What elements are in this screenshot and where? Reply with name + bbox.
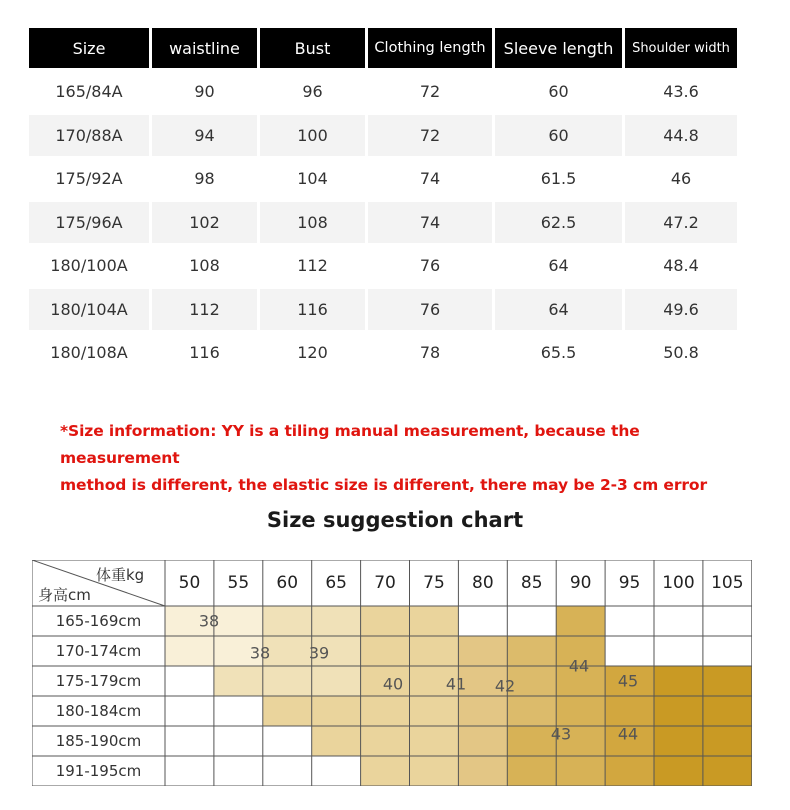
size-note-line-1: *Size information: YY is a tiling manual measurement, because the measurement <box>60 422 640 467</box>
zone-cell-40 <box>410 756 459 786</box>
table-row <box>29 202 740 244</box>
zone-cell-42 <box>507 636 556 666</box>
table-cell: 74 <box>368 158 492 200</box>
zone-cell-39 <box>263 606 312 636</box>
table-row <box>29 332 740 374</box>
table-cell: 43.6 <box>625 71 737 113</box>
table-cell: 180/108A <box>29 332 149 374</box>
table-cell: 96 <box>260 71 365 113</box>
table-cell: 180/100A <box>29 245 149 287</box>
table-cell: 98 <box>152 158 257 200</box>
table-row <box>29 158 740 200</box>
zone-cell-45 <box>703 666 752 696</box>
table-cell: 112 <box>152 289 257 331</box>
table-cell: 120 <box>260 332 365 374</box>
zone-cell-41 <box>458 726 507 756</box>
height-label: 185-190cm <box>55 732 142 750</box>
header-sleeve-length: Sleeve length <box>495 28 622 68</box>
zone-cell-43 <box>556 696 605 726</box>
size-table-body <box>29 71 740 374</box>
zone-label: 44 <box>617 724 639 744</box>
zone-label: 43 <box>550 724 572 744</box>
weight-label: 70 <box>374 573 396 593</box>
table-cell: 74 <box>368 202 492 244</box>
zone-cell-43 <box>507 726 556 756</box>
table-row <box>29 245 740 287</box>
table-cell: 64 <box>495 289 622 331</box>
weight-label: 50 <box>178 573 201 593</box>
height-label: 175-179cm <box>55 672 142 690</box>
zone-cell-45 <box>654 726 703 756</box>
zone-cell-40 <box>312 696 361 726</box>
corner-height-label: 身高cm <box>38 586 91 604</box>
zone-cell-45 <box>703 696 752 726</box>
table-cell: 60 <box>495 71 622 113</box>
table-cell: 108 <box>260 202 365 244</box>
zone-cell-40 <box>312 726 361 756</box>
zone-cell-44 <box>605 696 654 726</box>
table-cell: 46 <box>625 158 737 200</box>
zone-label: 44 <box>568 656 590 676</box>
table-cell: 165/84A <box>29 71 149 113</box>
table-row <box>29 115 740 157</box>
table-cell: 62.5 <box>495 202 622 244</box>
zone-cell-40 <box>361 726 410 756</box>
header-size: Size <box>29 28 149 68</box>
table-cell: 72 <box>368 71 492 113</box>
table-cell: 108 <box>152 245 257 287</box>
height-label: 180-184cm <box>55 702 142 720</box>
height-label: 165-169cm <box>55 612 142 630</box>
zone-cell-40 <box>410 636 459 666</box>
zone-cell-45 <box>654 696 703 726</box>
table-cell: 90 <box>152 71 257 113</box>
weight-label: 100 <box>662 573 695 593</box>
table-cell: 60 <box>495 115 622 157</box>
zone-cell-45 <box>654 666 703 696</box>
table-cell: 104 <box>260 158 365 200</box>
weight-label: 80 <box>472 573 494 593</box>
zone-cell-41 <box>458 696 507 726</box>
size-table-header <box>29 28 740 68</box>
weight-label: 90 <box>569 573 592 593</box>
table-cell: 61.5 <box>495 158 622 200</box>
header-bust: Bust <box>260 28 365 68</box>
table-cell: 170/88A <box>29 115 149 157</box>
table-cell: 78 <box>368 332 492 374</box>
table-cell: 100 <box>260 115 365 157</box>
zone-cell-40 <box>410 696 459 726</box>
zone-cell-39 <box>312 666 361 696</box>
zone-cell-43 <box>507 756 556 786</box>
zone-cell-40 <box>361 636 410 666</box>
zone-cell-38 <box>165 636 214 666</box>
zone-cell-40 <box>361 606 410 636</box>
table-cell: 116 <box>152 332 257 374</box>
size-note-line-2: method is different, the elastic size is different, there may be 2-3 cm error <box>60 476 708 494</box>
zone-cell-39 <box>312 606 361 636</box>
table-cell: 175/92A <box>29 158 149 200</box>
weight-label: 105 <box>711 573 744 593</box>
header-clothing-length: Clothing length <box>368 28 492 68</box>
weight-label: 85 <box>520 573 543 593</box>
height-label: 191-195cm <box>55 762 142 780</box>
zone-label: 45 <box>617 671 639 691</box>
zone-cell-40 <box>410 606 459 636</box>
table-cell: 48.4 <box>625 245 737 287</box>
table-cell: 76 <box>368 289 492 331</box>
table-cell: 49.6 <box>625 289 737 331</box>
zone-cell-42 <box>507 696 556 726</box>
table-cell: 72 <box>368 115 492 157</box>
corner-weight-label: 体重kg <box>96 566 145 584</box>
table-cell: 44.8 <box>625 115 737 157</box>
zone-cell-40 <box>263 696 312 726</box>
zone-label: 38 <box>249 643 271 663</box>
size-table <box>29 28 740 376</box>
table-cell: 180/104A <box>29 289 149 331</box>
table-cell: 175/96A <box>29 202 149 244</box>
table-cell: 102 <box>152 202 257 244</box>
zone-cell-45 <box>703 756 752 786</box>
zone-cell-40 <box>361 756 410 786</box>
chart-title: Size suggestion chart <box>266 508 524 532</box>
zone-label: 41 <box>445 674 467 694</box>
table-cell: 76 <box>368 245 492 287</box>
zone-cell-41 <box>458 636 507 666</box>
table-cell: 64 <box>495 245 622 287</box>
zone-cell-45 <box>703 726 752 756</box>
zone-cell-43 <box>556 606 605 636</box>
zone-cell-45 <box>654 756 703 786</box>
weight-label: 65 <box>325 573 347 593</box>
header-shoulder-width: Shoulder width <box>625 28 737 68</box>
height-label: 170-174cm <box>55 642 142 660</box>
table-cell: 112 <box>260 245 365 287</box>
weight-label: 75 <box>423 573 445 593</box>
zone-cell-39 <box>263 666 312 696</box>
weight-label: 95 <box>618 573 641 593</box>
table-row <box>29 289 740 331</box>
size-note <box>60 418 760 499</box>
weight-label: 55 <box>227 573 250 593</box>
zone-cell-38 <box>214 606 263 636</box>
zone-label: 39 <box>308 643 330 663</box>
size-suggestion-grid <box>32 560 752 786</box>
header-waistline: waistline <box>152 28 257 68</box>
zone-cell-40 <box>410 726 459 756</box>
table-cell: 47.2 <box>625 202 737 244</box>
weight-label: 60 <box>276 573 299 593</box>
zone-cell-41 <box>458 756 507 786</box>
table-cell: 94 <box>152 115 257 157</box>
zone-cell-44 <box>605 756 654 786</box>
zone-cell-40 <box>361 696 410 726</box>
zone-label: 42 <box>494 676 516 696</box>
table-cell: 116 <box>260 289 365 331</box>
zone-label: 40 <box>382 674 404 694</box>
table-cell: 50.8 <box>625 332 737 374</box>
zone-cell-39 <box>214 666 263 696</box>
zone-cell-43 <box>556 756 605 786</box>
table-row <box>29 71 740 113</box>
zone-label: 38 <box>198 611 220 631</box>
table-cell: 65.5 <box>495 332 622 374</box>
